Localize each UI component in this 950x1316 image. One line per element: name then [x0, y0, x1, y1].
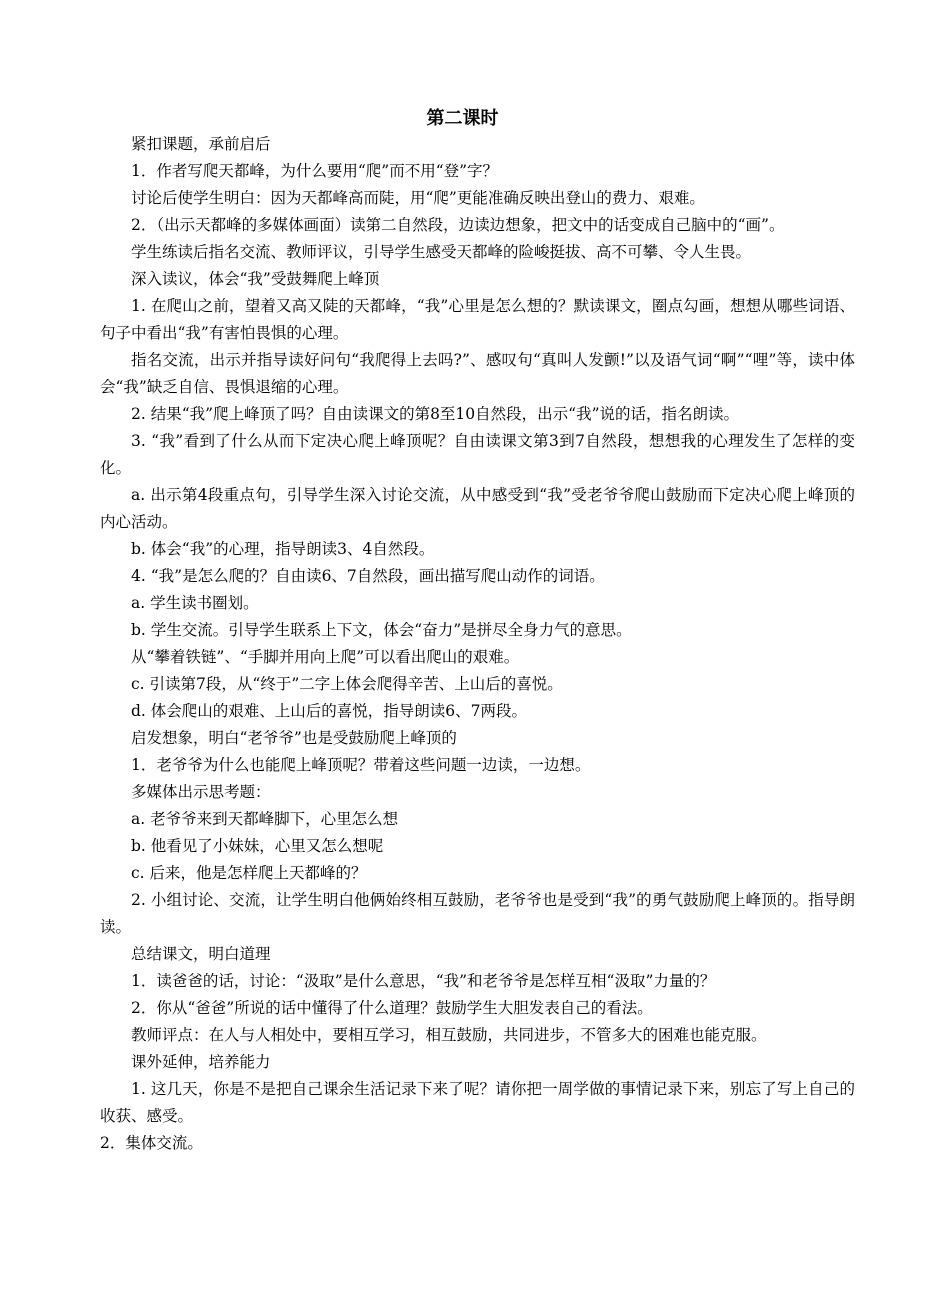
paragraph: 2．集体交流。 — [100, 1134, 203, 1152]
paragraph: 1. 在爬山之前，望着又高又陡的天都峰，“我”心里是怎么想的？默读课文，圈点勾画，想想从哪些词语、句子中看出“我”有害怕畏惧的心理。 — [100, 297, 855, 342]
section-heading: 紧扣课题，承前启后 — [131, 135, 271, 153]
paragraph: 1．老爷爷为什么也能爬上峰顶呢？带着这些问题一边读，一边想。 — [131, 756, 591, 774]
paragraph: 从“攀着铁链”、“手脚并用向上爬”可以看出爬山的艰难。 — [131, 648, 520, 666]
paragraph: a. 老爷爷来到天都峰脚下，心里怎么想 — [131, 810, 399, 828]
paragraph: a. 学生读书圈划。 — [131, 594, 259, 612]
section-heading: 课外延伸，培养能力 — [131, 1053, 271, 1071]
section-heading: 总结课文，明白道理 — [131, 945, 271, 963]
section-heading: 启发想象，明白“老爷爷”也是受鼓励爬上峰顶的 — [131, 729, 457, 747]
paragraph: 讨论后使学生明白：因为天都峰高而陡，用“爬”更能准确反映出登山的费力、艰难。 — [131, 189, 705, 207]
lesson-title: 第二课时 — [426, 108, 499, 129]
paragraph: 教师评点：在人与人相处中，要相互学习，相互鼓励，共同进步，不管多大的困难也能克服。 — [131, 1026, 767, 1044]
paragraph: c. 引读第7段，从“终于”二字上体会爬得辛苦、上山后的喜悦。 — [131, 675, 563, 693]
paragraph: 1．作者写爬天都峰，为什么要用“爬”而不用“登”字？ — [131, 162, 499, 180]
paragraph: b. 体会“我”的心理，指导朗读3、4自然段。 — [131, 540, 435, 558]
paragraph: 2. 小组讨论、交流，让学生明白他俩始终相互鼓励，老爷爷也是受到“我”的勇气鼓励爬上峰顶的。指导朗读。 — [100, 891, 855, 936]
paragraph: b. 他看见了小妹妹，心里又怎么想呢 — [131, 837, 384, 855]
paragraph: 2．（出示天都峰的多媒体画面）读第二自然段，边读边想象，把文中的话变成自己脑中的“画”。 — [131, 216, 785, 234]
paragraph: 多媒体出示思考题： — [131, 783, 271, 801]
paragraph: a. 出示第4段重点句，引导学生深入讨论交流，从中感受到“我”受老爷爷爬山鼓励而下定决心爬上峰顶的内心活动。 — [100, 486, 855, 531]
paragraph: 学生练读后指名交流、教师评议，引导学生感受天都峰的险峻挺拔、高不可攀、令人生畏。 — [131, 243, 752, 261]
paragraph: 2. 结果“我”爬上峰顶了吗？自由读课文的第8至10自然段，出示“我”说的话，指名朗读。 — [131, 405, 739, 423]
paragraph: 3. “我”看到了什么从而下定决心爬上峰顶呢？自由读课文第3到7自然段，想想我的心理发生了怎样的变化。 — [100, 432, 855, 477]
paragraph: 指名交流，出示并指导读好问句“我爬得上去吗?”、感叹句“真叫人发颤!”以及语气词“啊”“哩”等，读中体会“我”缺乏自信、畏惧退缩的心理。 — [100, 351, 855, 396]
paragraph: d. 体会爬山的艰难、上山后的喜悦，指导朗读6、7两段。 — [131, 702, 528, 720]
paragraph: b. 学生交流。引导学生联系上下文，体会“奋力”是拼尽全身力气的意思。 — [131, 621, 632, 639]
section-heading: 深入读议，体会“我”受鼓舞爬上峰顶 — [131, 270, 380, 288]
paragraph: 1．读爸爸的话，讨论：“汲取”是什么意思，“我”和老爷爷是怎样互相“汲取”力量的？ — [131, 972, 716, 990]
document-page — [100, 104, 855, 1157]
paragraph: c. 后来，他是怎样爬上天都峰的？ — [131, 864, 367, 882]
paragraph: 1. 这几天，你是不是把自己课余生活记录下来了呢？请你把一周学做的事情记录下来，别忘了写上自己的收获、感受。 — [100, 1080, 855, 1125]
paragraph: 4. “我”是怎么爬的？自由读6、7自然段，画出描写爬山动作的词语。 — [131, 567, 605, 585]
paragraph: 2．你从“爸爸”所说的话中懂得了什么道理？鼓励学生大胆发表自己的看法。 — [131, 999, 653, 1017]
